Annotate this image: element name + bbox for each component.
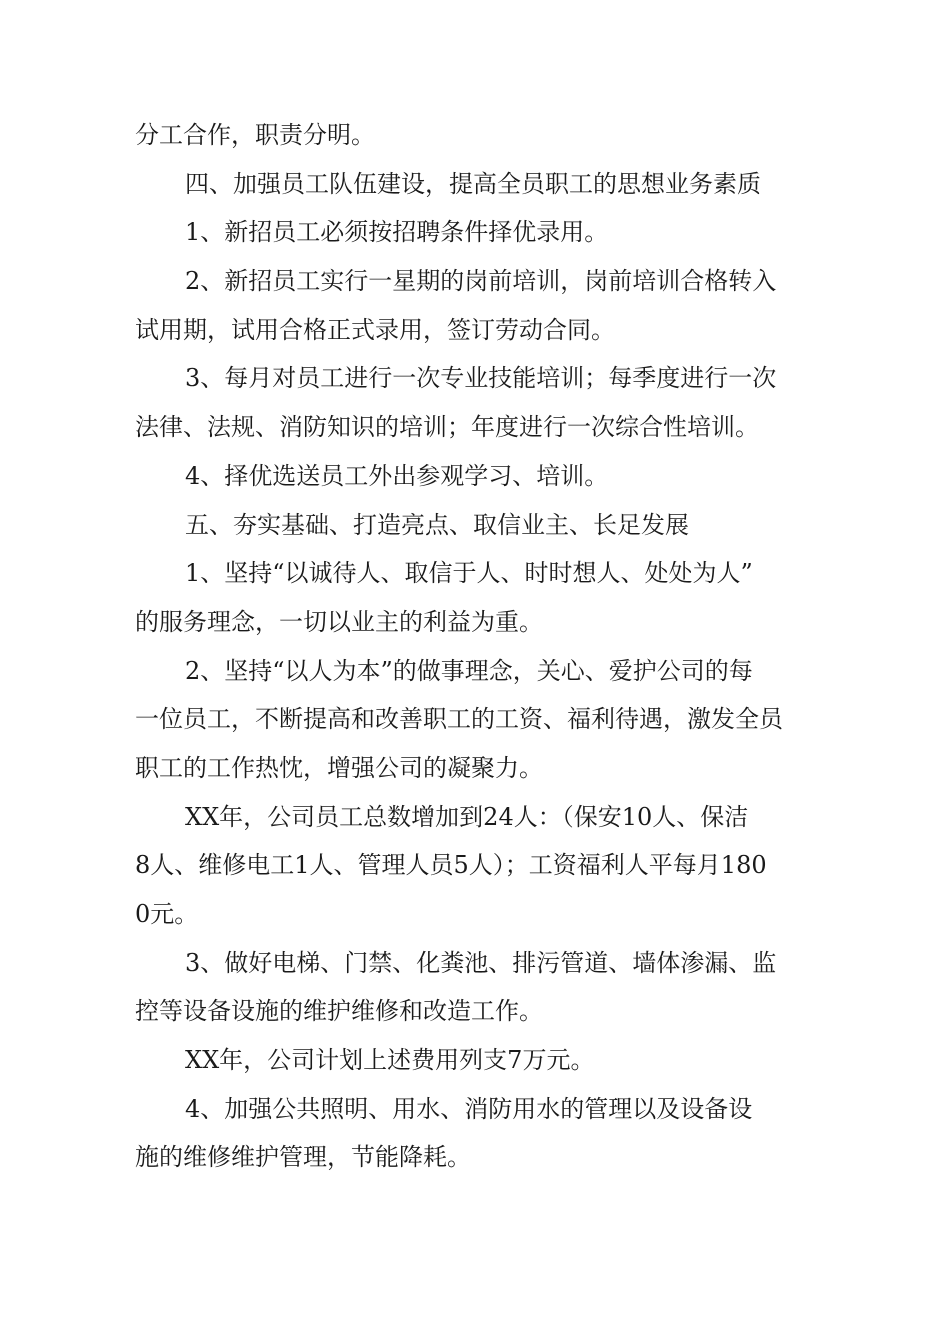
text-line: 分工合作，职责分明。 (135, 121, 375, 149)
text-line: 3、做好电梯、门禁、化粪池、排污管道、墙体渗漏、监 (185, 948, 777, 977)
text-line: 职工的工作热忱，增强公司的凝聚力。 (135, 753, 543, 782)
text-line: 4、加强公共照明、用水、消防用水的管理以及设备设 (185, 1094, 753, 1123)
text-line: 4、择优选送员工外出参观学习、培训。 (185, 461, 609, 490)
text-line: 法律、法规、消防知识的培训；年度进行一次综合性培训。 (135, 413, 759, 442)
text-line: 1、坚持“以诚待人、取信于人、时时想人、处处为人” (185, 559, 753, 588)
document-body (135, 111, 835, 1182)
text-line: 8人、维修电工1人、管理人员5人）；工资福利人平每月180 (135, 851, 767, 880)
text-line: 3、每月对员工进行一次专业技能培训；每季度进行一次 (185, 364, 777, 393)
text-line: 1、新招员工必须按招聘条件择优录用。 (185, 218, 609, 247)
text-line: XX年，公司计划上述费用列支7万元。 (185, 1046, 595, 1075)
text-line: 施的维修维护管理，节能降耗。 (135, 1143, 471, 1172)
text-line: 的服务理念，一切以业主的利益为重。 (135, 607, 543, 636)
text-line: 试用期，试用合格正式录用，签订劳动合同。 (135, 315, 615, 344)
section-heading: 四、加强员工队伍建设，提高全员职工的思想业务素质 (185, 169, 761, 198)
text-line: XX年，公司员工总数增加到24人：（保安10人、保洁 (185, 802, 749, 831)
text-line: 0元。 (135, 900, 199, 928)
text-line: 2、坚持“以人为本”的做事理念，关心、爱护公司的每 (185, 656, 753, 685)
text-line: 一位员工，不断提高和改善职工的工资、福利待遇，激发全员 (135, 705, 783, 734)
section-heading: 五、夯实基础、打造亮点、取信业主、长足发展 (185, 510, 689, 539)
text-line: 控等设备设施的维护维修和改造工作。 (135, 997, 543, 1026)
text-line: 2、新招员工实行一星期的岗前培训，岗前培训合格转入 (185, 267, 777, 296)
